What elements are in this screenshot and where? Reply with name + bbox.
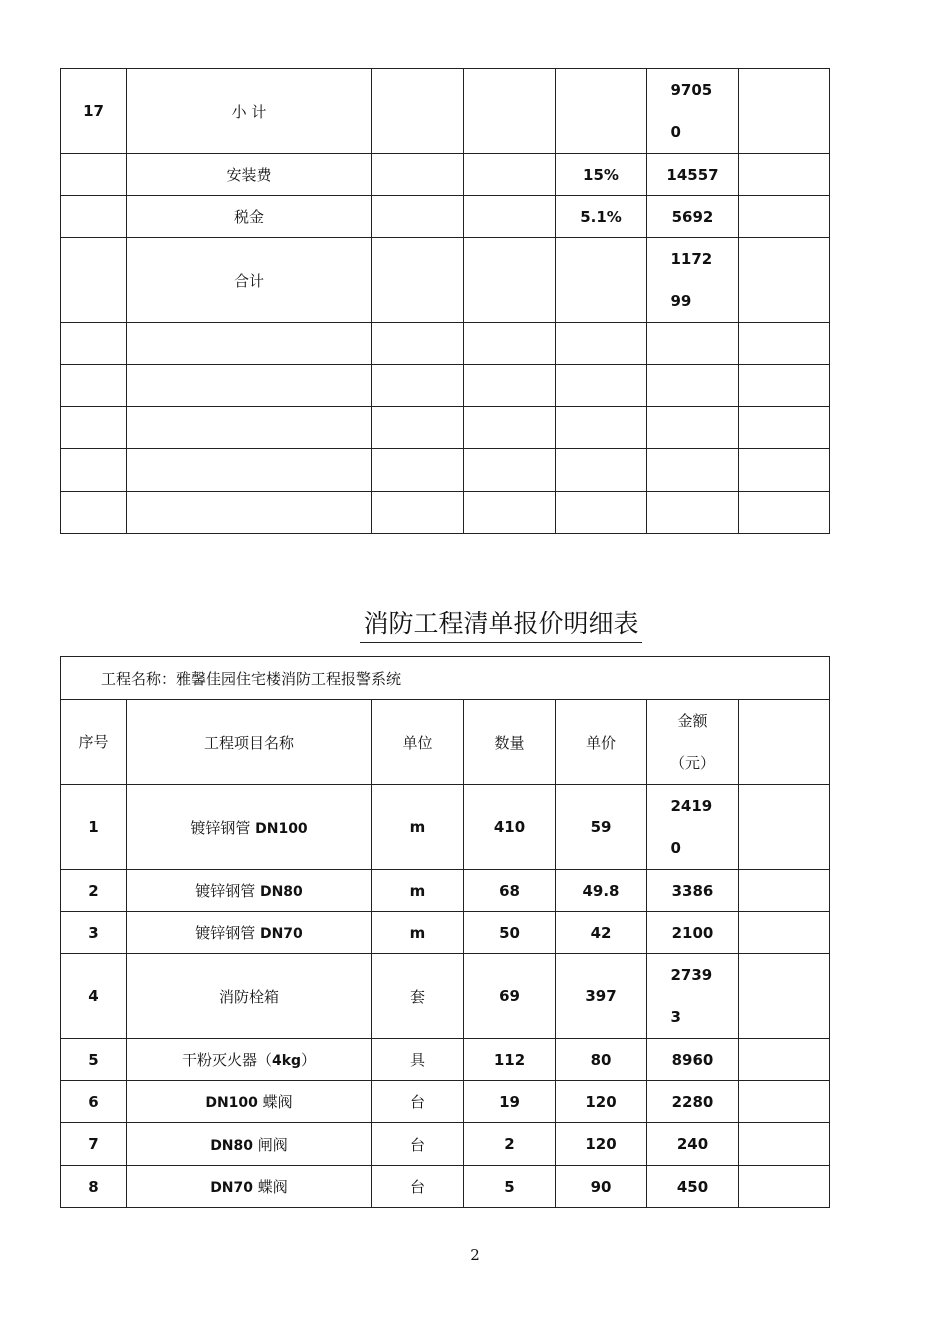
item-name: 合计 [127, 238, 372, 323]
unit-price: 120 [556, 1081, 647, 1123]
header-row [61, 700, 830, 785]
table-row [61, 785, 830, 870]
rate: 15% [556, 154, 647, 196]
unit: 台 [372, 1123, 464, 1166]
summary-table [60, 68, 830, 534]
quantity: 69 [464, 954, 556, 1039]
unit: m [372, 785, 464, 870]
amount: 450 [647, 1166, 739, 1208]
amount: 97050 [670, 81, 713, 141]
table-row [61, 954, 830, 1039]
row-number: 7 [61, 1123, 127, 1166]
row-number: 3 [61, 912, 127, 954]
page-number: 2 [470, 1246, 480, 1264]
table-row [61, 1123, 830, 1166]
item-name: 镀锌钢管 DN70 [127, 912, 372, 954]
table-row [61, 196, 830, 238]
unit-price: 90 [556, 1166, 647, 1208]
quantity: 410 [464, 785, 556, 870]
empty-row [61, 492, 830, 534]
quantity: 50 [464, 912, 556, 954]
table-row [61, 154, 830, 196]
item-name: 小 计 [127, 69, 372, 154]
quantity: 112 [464, 1039, 556, 1081]
amount: 240 [647, 1123, 739, 1166]
unit: 台 [372, 1166, 464, 1208]
empty-row [61, 449, 830, 492]
item-name: 消防栓箱 [127, 954, 372, 1039]
quantity: 5 [464, 1166, 556, 1208]
amount: 2280 [647, 1081, 739, 1123]
unit-price: 80 [556, 1039, 647, 1081]
unit: 台 [372, 1081, 464, 1123]
quantity: 19 [464, 1081, 556, 1123]
empty-row [61, 365, 830, 407]
unit-price: 59 [556, 785, 647, 870]
item-name: DN70 蝶阀 [127, 1166, 372, 1208]
table-row [61, 69, 830, 154]
project-name: 工程名称：雅馨佳园住宅楼消防工程报警系统 [61, 657, 830, 700]
amount: 27393 [670, 966, 713, 1026]
unit-price: 49.8 [556, 870, 647, 912]
page-title: 消防工程清单报价明细表 [360, 608, 642, 643]
amount: 3386 [647, 870, 739, 912]
item-name: 干粉灭火器（4kg） [127, 1039, 372, 1081]
quantity: 68 [464, 870, 556, 912]
project-row [61, 657, 830, 700]
header-unit: 单位 [372, 700, 464, 785]
row-number: 2 [61, 870, 127, 912]
header-price: 单价 [556, 700, 647, 785]
rate: 5.1% [556, 196, 647, 238]
row-number: 8 [61, 1166, 127, 1208]
header-amount: 金额（元） [669, 712, 715, 772]
quote-table [60, 656, 830, 1208]
row-number: 4 [61, 954, 127, 1039]
amount: 14557 [647, 154, 739, 196]
table-row [61, 1081, 830, 1123]
item-name: 镀锌钢管 DN80 [127, 870, 372, 912]
table-row [61, 1166, 830, 1208]
amount: 24190 [670, 797, 713, 857]
table-row [61, 238, 830, 323]
amount: 117299 [670, 250, 713, 310]
empty-row [61, 323, 830, 365]
unit-price: 120 [556, 1123, 647, 1166]
item-name: DN80 闸阀 [127, 1123, 372, 1166]
header-qty: 数量 [464, 700, 556, 785]
row-number: 5 [61, 1039, 127, 1081]
item-name: 镀锌钢管 DN100 [127, 785, 372, 870]
header-no: 序号 [78, 733, 109, 751]
row-number: 17 [61, 69, 127, 154]
quantity: 2 [464, 1123, 556, 1166]
unit: m [372, 870, 464, 912]
table-row [61, 870, 830, 912]
item-name: 税金 [127, 196, 372, 238]
table-row [61, 912, 830, 954]
unit-price: 397 [556, 954, 647, 1039]
unit: m [372, 912, 464, 954]
row-number: 6 [61, 1081, 127, 1123]
item-name: DN100 蝶阀 [127, 1081, 372, 1123]
header-name: 工程项目名称 [127, 700, 372, 785]
amount: 5692 [647, 196, 739, 238]
row-number: 1 [61, 785, 127, 870]
unit: 具 [372, 1039, 464, 1081]
empty-row [61, 407, 830, 449]
unit: 套 [372, 954, 464, 1039]
table-row [61, 1039, 830, 1081]
amount: 8960 [647, 1039, 739, 1081]
unit-price: 42 [556, 912, 647, 954]
item-name: 安装费 [127, 154, 372, 196]
amount: 2100 [647, 912, 739, 954]
